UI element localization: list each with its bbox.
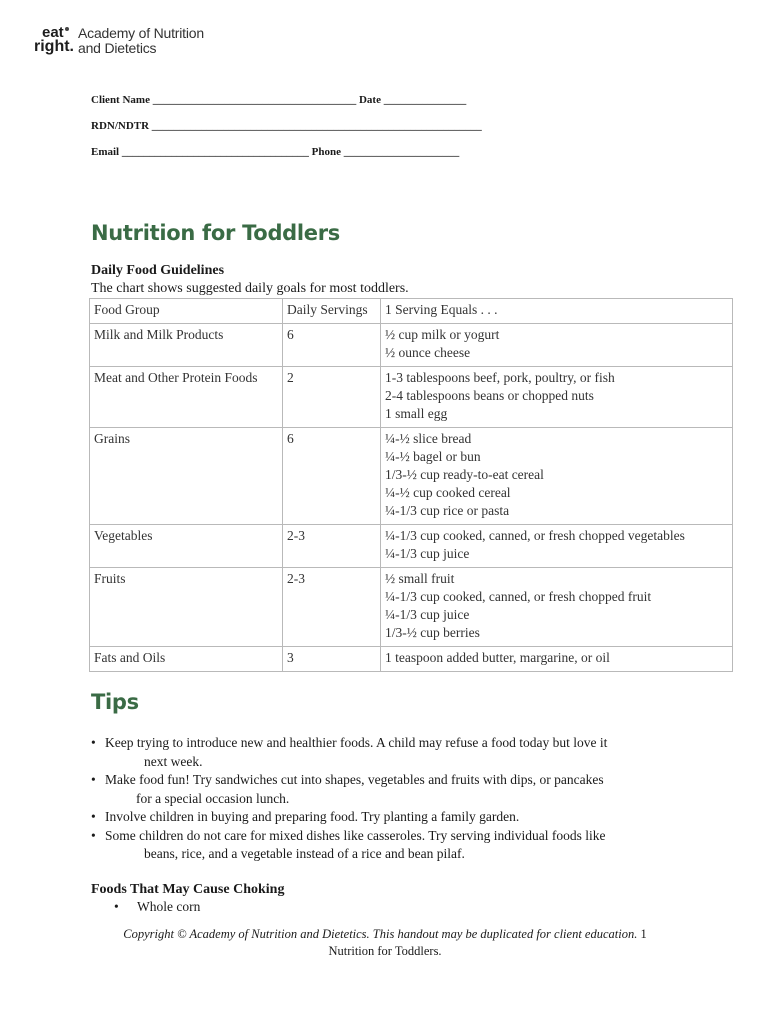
page-footer [80,926,690,960]
guidelines-heading: Daily Food Guidelines [91,263,225,278]
rdn-field: RDN/NDTR ____________________________________________________________ [91,120,482,132]
logo-organization-name [78,26,204,56]
logo-eat-text: eat [42,24,64,41]
list-item [91,827,691,864]
list-item [91,734,691,771]
tip-text: Involve children in buying and preparing food. Try planting a family garden. [105,809,520,824]
tip-text: Keep trying to introduce new and healthier foods. A child may refuse a food today but love it [105,735,608,750]
logo-right-text: right. [34,38,74,55]
tip-text-continued: for a special occasion lunch. [136,790,290,806]
serving-line: 1 teaspoon added butter, margarine, or oil [385,650,610,665]
food-group-cell: Milk and Milk Products [90,324,283,367]
bullet-icon: • [91,827,96,843]
servings-cell: 2-3 [283,568,381,647]
table-row [90,367,733,428]
table-row [90,525,733,568]
eatright-mark [34,25,76,57]
table-header-cell: Food Group [90,299,283,324]
food-group-cell: Grains [90,428,283,525]
client-name-date-field: Client Name _____________________________________ Date _______________ [91,94,467,106]
email-phone-field: Email __________________________________ Phone _____________________ [91,146,460,158]
serving-equals-cell [381,647,733,672]
serving-line: ¼-1/3 cup juice [385,607,470,622]
copyright-text: Copyright © Academy of Nutrition and Dietetics. This handout may be duplicated for client education. [123,927,638,941]
serving-line: ¼-1/3 cup juice [385,546,470,561]
bullet-icon: • [114,899,119,914]
tip-text-continued: beans, rice, and a vegetable instead of a rice and bean pilaf. [144,846,465,861]
bullet-icon: • [91,809,96,824]
logo-name-line1: Academy of Nutrition [78,25,204,41]
bullet-icon: • [91,772,96,787]
serving-equals-cell [381,367,733,428]
guidelines-intro: The chart shows suggested daily goals for most toddlers. [91,281,409,296]
table-header-cell: Daily Servings [283,299,381,324]
serving-equals-cell [381,428,733,525]
bullet-icon: • [91,735,96,750]
serving-equals-cell [381,525,733,568]
food-group-cell: Meat and Other Protein Foods [90,367,283,428]
serving-line: ¼-1/3 cup cooked, canned, or fresh chopped fruit [385,589,652,604]
list-item [114,899,200,915]
table-row [90,428,733,525]
serving-line: ¼-½ bagel or bun [385,449,481,464]
page-title: Nutrition for Toddlers [91,221,340,245]
serving-line: ½ cup milk or yogurt [385,327,500,342]
tip-text: Some children do not care for mixed dishes like casseroles. Try serving individual foods like [105,827,606,843]
serving-line: 1-3 tablespoons beef, pork, poultry, or fish [385,370,615,385]
food-group-cell: Fruits [90,568,283,647]
footer-doc-title: Nutrition for Toddlers. [328,944,442,958]
food-guidelines-table [89,298,733,672]
choking-heading: Foods That May Cause Choking [91,882,285,897]
serving-line: ¼-1/3 cup cooked, canned, or fresh chopped vegetables [385,528,685,543]
table-row [90,568,733,647]
eatright-logo [34,24,204,58]
logo-name-line2: and Dietetics [78,40,157,56]
logo-dot-icon [65,27,69,31]
servings-cell: 3 [283,647,381,672]
servings-cell: 6 [283,428,381,525]
serving-line: ¼-½ slice bread [385,431,472,446]
tip-text-continued: next week. [144,753,203,769]
serving-line: ¼-1/3 cup rice or pasta [385,503,510,518]
serving-line: 1/3-½ cup ready-to-eat cereal [385,467,544,482]
serving-line: 1/3-½ cup berries [385,625,480,640]
servings-cell: 2 [283,367,381,428]
serving-equals-cell [381,568,733,647]
table-header-cell: 1 Serving Equals . . . [381,299,733,324]
table-row [90,324,733,367]
page-number: 1 [640,927,647,941]
tip-text: Make food fun! Try sandwiches cut into shapes, vegetables and fruits with dips, or pancakes [105,772,604,787]
serving-line: 2-4 tablespoons beans or chopped nuts [385,388,594,403]
serving-line: ½ small fruit [385,571,455,586]
tips-heading: Tips [91,690,139,714]
food-group-cell: Fats and Oils [90,647,283,672]
food-group-cell: Vegetables [90,525,283,568]
choking-food: Whole corn [137,899,201,914]
list-item [91,771,691,808]
serving-line: 1 small egg [385,406,448,421]
serving-equals-cell [381,324,733,367]
list-item [91,808,691,827]
serving-line: ½ ounce cheese [385,345,471,360]
table-header-row [90,299,733,324]
servings-cell: 6 [283,324,381,367]
table-row [90,647,733,672]
tips-list [91,734,691,864]
servings-cell: 2-3 [283,525,381,568]
serving-line: ¼-½ cup cooked cereal [385,485,511,500]
